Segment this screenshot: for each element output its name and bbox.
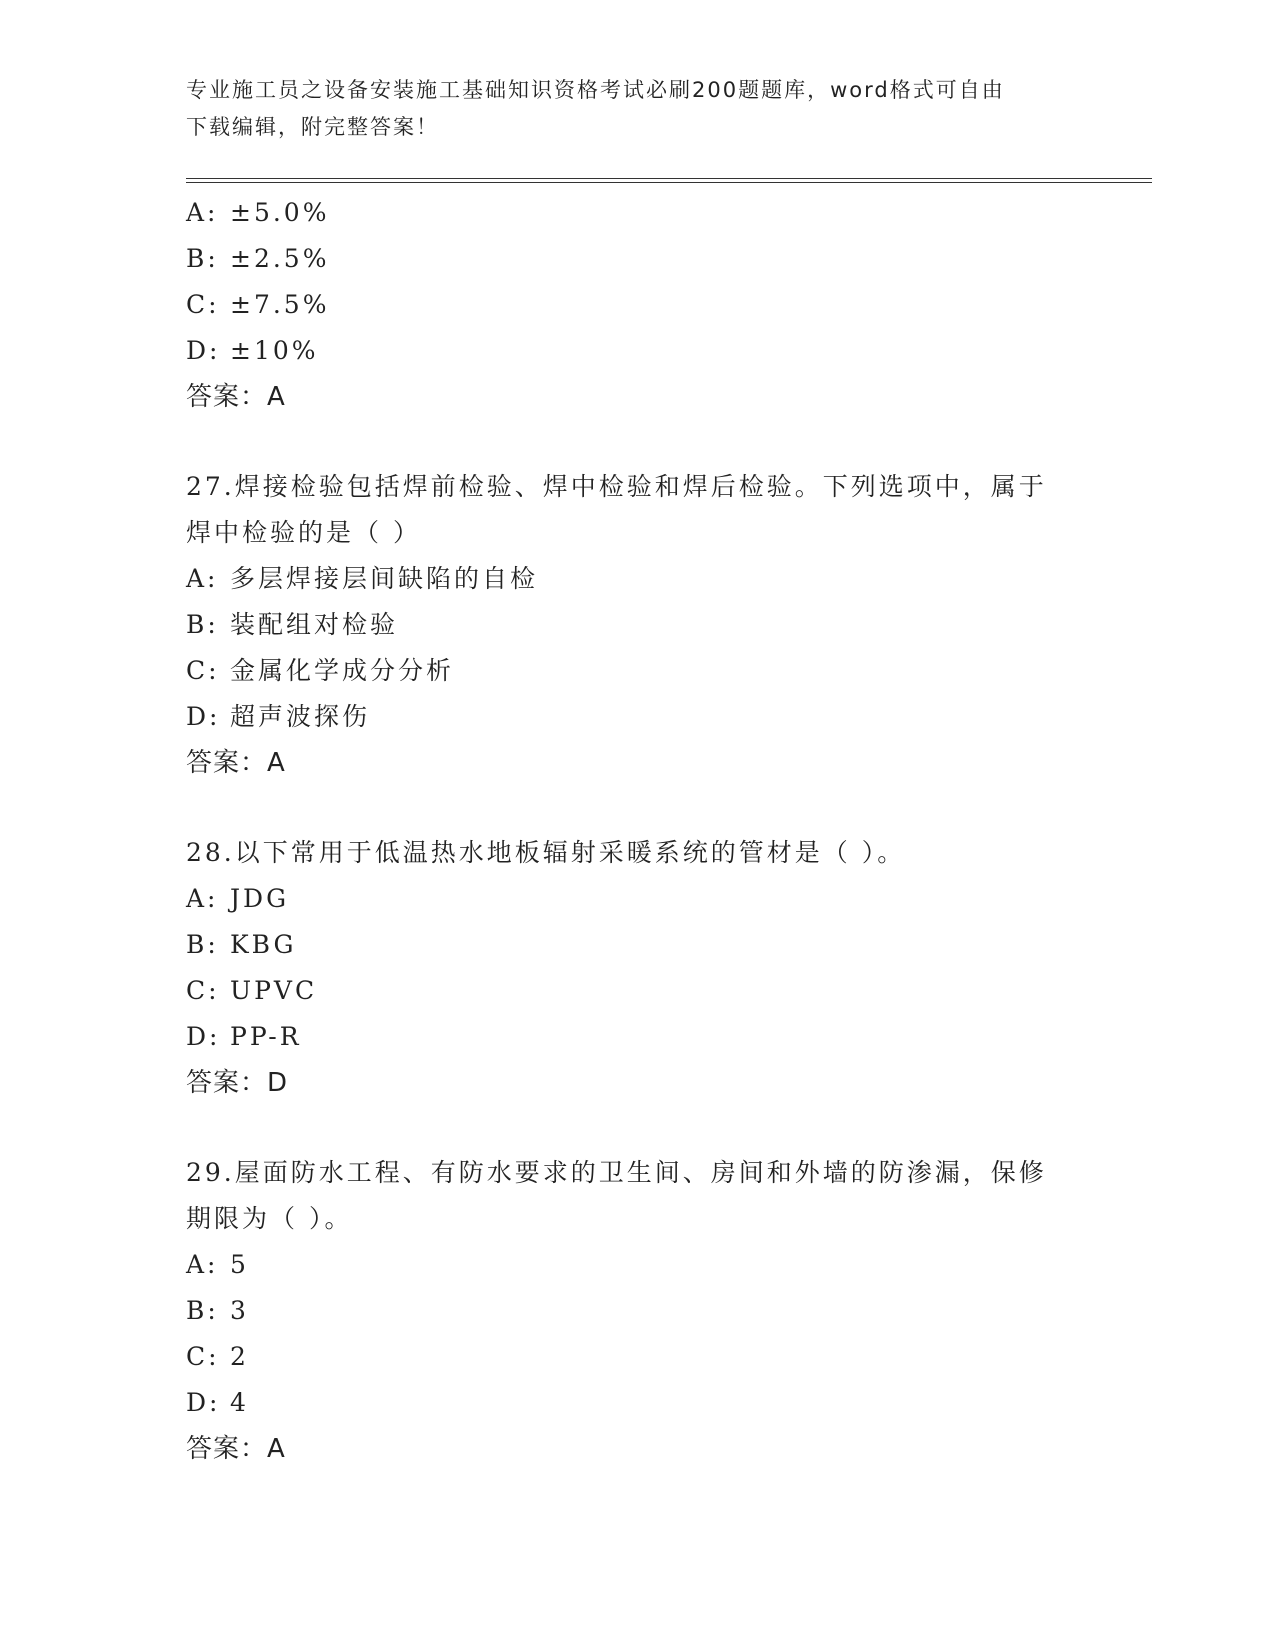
option-text: ±10% [230,336,319,365]
option-b [186,1288,1086,1334]
option-text: ±7.5% [230,290,330,319]
question-content [186,190,1086,1472]
option-b [186,236,1086,282]
question-stem-line: 29.屋面防水工程、有防水要求的卫生间、房间和外墙的防渗漏，保修 [186,1158,1047,1187]
option-label: D: [186,1388,221,1417]
question-28 [186,830,1086,1106]
option-text: 2 [230,1342,249,1371]
question-stem-line: 27.焊接检验包括焊前检验、焊中检验和焊后检验。下列选项中，属于 [186,472,1047,501]
option-label: B: [186,1296,219,1325]
option-text: JDG [230,884,290,913]
option-text: KBG [230,930,297,959]
option-text: 超声波探伤 [230,702,371,731]
document-header [186,72,1086,146]
option-text: ±2.5% [230,244,330,273]
header-line-2: 下载编辑，附完整答案！ [186,115,439,139]
option-c [186,1334,1086,1380]
option-a [186,190,1086,236]
option-b [186,922,1086,968]
question-27 [186,464,1086,786]
option-label: A: [186,1250,219,1279]
question-29 [186,1150,1086,1472]
option-text: 4 [230,1388,249,1417]
option-label: C: [186,656,220,685]
option-label: C: [186,976,220,1005]
option-a [186,556,1086,602]
option-label: D: [186,1022,221,1051]
option-c [186,282,1086,328]
option-text: ±5.0% [230,198,330,227]
option-c [186,968,1086,1014]
option-text: PP-R [230,1022,302,1051]
question-stem-line: 期限为（ ）。 [186,1204,353,1233]
answer-line: 答案：A [186,748,286,778]
option-b [186,602,1086,648]
option-d [186,328,1086,374]
question-stem-line: 28.以下常用于低温热水地板辐射采暖系统的管材是（ ）。 [186,838,906,867]
option-label: C: [186,290,220,319]
option-label: A: [186,884,219,913]
option-d [186,1014,1086,1060]
option-label: C: [186,1342,220,1371]
option-text: 多层焊接层间缺陷的自检 [230,564,539,593]
option-label: B: [186,930,219,959]
option-label: A: [186,564,219,593]
option-text: 金属化学成分分析 [230,656,455,685]
answer-line: 答案：A [186,1434,286,1464]
answer-line: 答案：A [186,382,286,412]
header-divider-top [186,178,1152,179]
option-text: 装配组对检验 [230,610,399,639]
option-label: A: [186,198,219,227]
partial-question [186,190,1086,420]
question-stem-line: 焊中检验的是（ ） [186,518,421,547]
option-label: D: [186,702,221,731]
header-divider-bottom [186,182,1152,183]
option-text: 3 [230,1296,249,1325]
answer-line: 答案：D [186,1068,289,1098]
header-line-1: 专业施工员之设备安装施工基础知识资格考试必刷200题题库，word格式可自由 [186,78,1005,102]
option-label: B: [186,610,219,639]
option-text: UPVC [230,976,318,1005]
option-label: D: [186,336,221,365]
option-d [186,1380,1086,1426]
option-text: 5 [230,1250,249,1279]
option-d [186,694,1086,740]
option-a [186,876,1086,922]
option-c [186,648,1086,694]
option-a [186,1242,1086,1288]
option-label: B: [186,244,219,273]
